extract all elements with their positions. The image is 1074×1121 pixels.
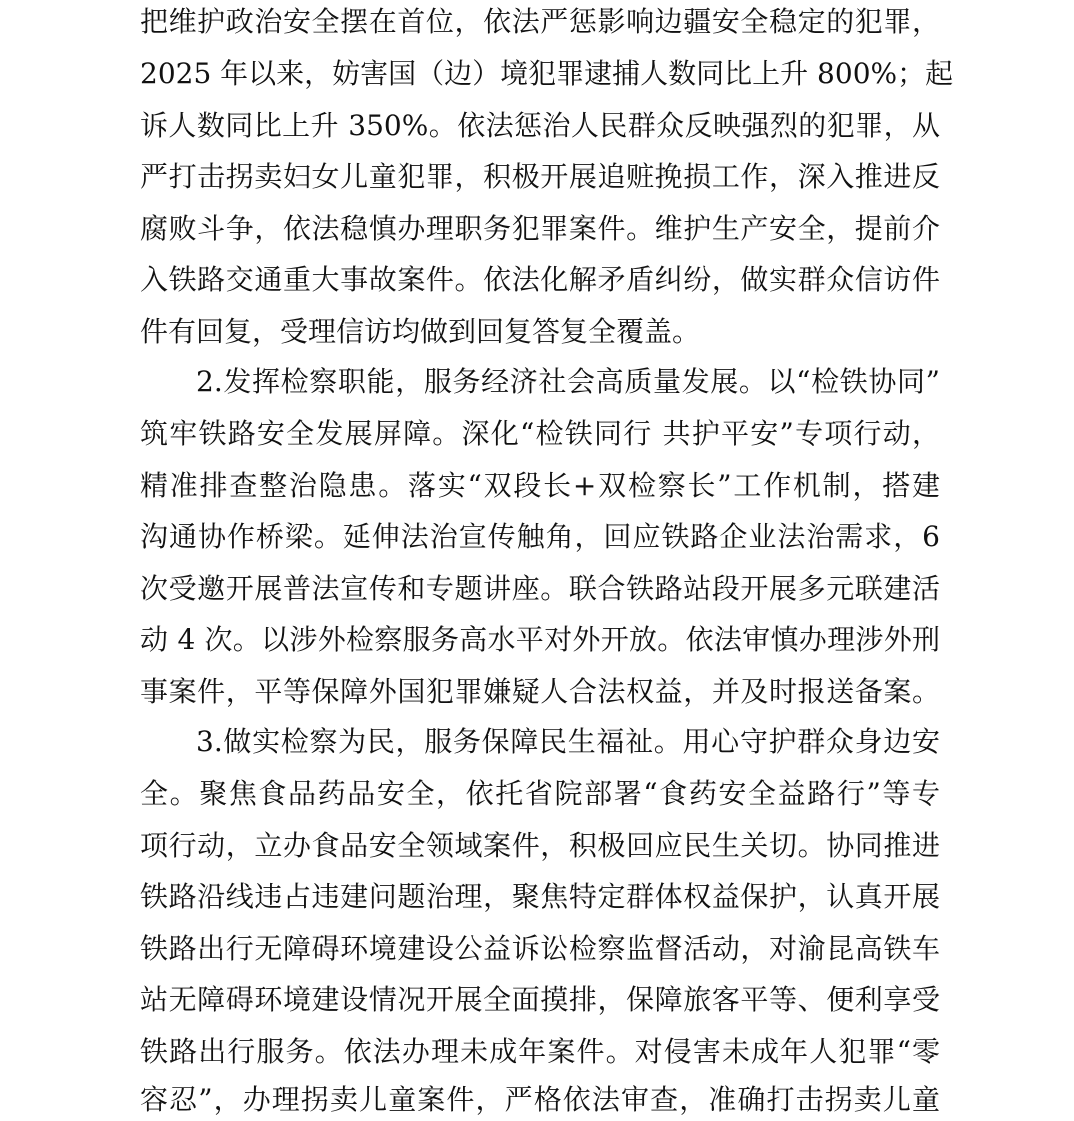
text-line: 腐败斗争，依法稳慎办理职务犯罪案件。维护生产安全，提前介 [140, 212, 940, 245]
text-line: 入铁路交通重大事故案件。依法化解矛盾纠纷，做实群众信访件 [140, 263, 940, 296]
text-line: 铁路出行服务。依法办理未成年案件。对侵害未成年人犯罪“零 [140, 1035, 940, 1068]
text-line: 精准排查整治隐患。落实“双段长+双检察长”工作机制，搭建 [140, 469, 940, 502]
text-line: 2025 年以来，妨害国（边）境犯罪逮捕人数同比上升 800%；起 [140, 57, 954, 90]
text-line: 铁路沿线违占违建问题治理，聚焦特定群体权益保护，认真开展 [140, 880, 940, 913]
text-line: 站无障碍环境建设情况开展全面摸排，保障旅客平等、便利享受 [140, 983, 940, 1016]
text-line: 动 4 次。以涉外检察服务高水平对外开放。依法审慎办理涉外刑 [140, 623, 940, 656]
text-line: 次受邀开展普法宣传和专题讲座。联合铁路站段开展多元联建活 [140, 572, 940, 605]
text-line: 严打击拐卖妇女儿童犯罪，积极开展追赃挽损工作，深入推进反 [140, 160, 940, 193]
text-line: 事案件，平等保障外国犯罪嫌疑人合法权益，并及时报送备案。 [140, 675, 940, 708]
text-line: 沟通协作桥梁。延伸法治宣传触角，回应铁路企业法治需求，6 [140, 520, 940, 553]
text-line: 铁路出行无障碍环境建设公益诉讼检察监督活动，对渝昆高铁车 [140, 932, 940, 965]
text-line: 容忍”，办理拐卖儿童案件，严格依法审查，准确打击拐卖儿童 [140, 1083, 940, 1116]
text-line: 把维护政治安全摆在首位，依法严惩影响边疆安全稳定的犯罪， [140, 5, 940, 38]
text-line: 项行动，立办食品安全领域案件，积极回应民生关切。协同推进 [140, 829, 940, 862]
text-line: 诉人数同比上升 350%。依法惩治人民群众反映强烈的犯罪，从 [140, 109, 940, 142]
text-line: 件有回复，受理信访均做到回复答复全覆盖。 [140, 315, 701, 348]
paragraph-heading-line: 2.发挥检察职能，服务经济社会高质量发展。以“检铁协同” [196, 365, 940, 398]
paragraph-heading-line: 3.做实检察为民，服务保障民生福祉。用心守护群众身边安 [196, 725, 940, 758]
text-line: 全。聚焦食品药品安全，依托省院部署“食药安全益路行”等专 [140, 777, 940, 810]
text-line: 筑牢铁路安全发展屏障。深化“检铁同行 共护平安”专项行动， [140, 417, 940, 450]
